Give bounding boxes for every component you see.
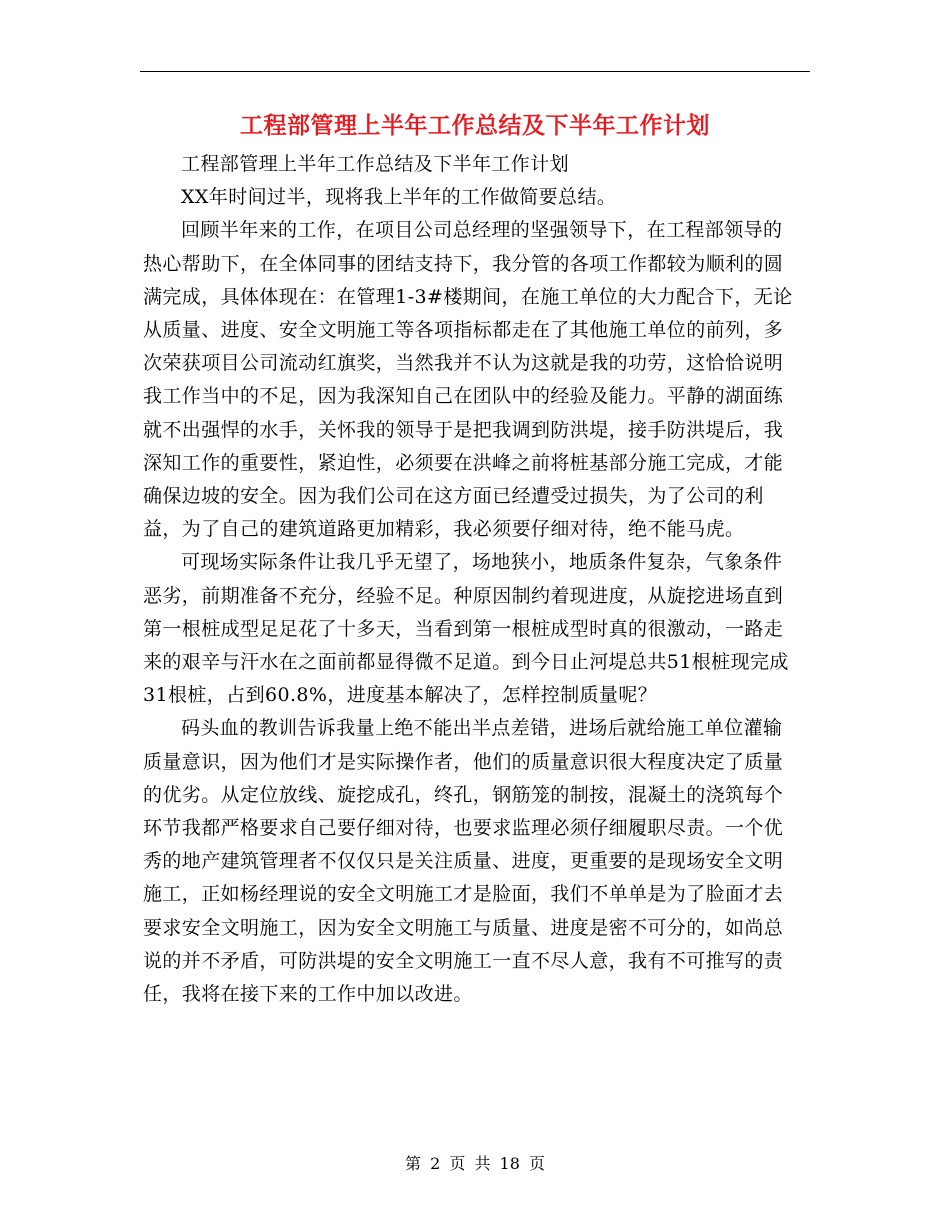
header-rule bbox=[140, 71, 810, 72]
page-number-footer: 第 2 页 共 18 页 bbox=[405, 1154, 545, 1173]
body-paragraph: 工程部管理上半年工作总结及下半年工作计划 bbox=[181, 153, 570, 175]
document-title: 工程部管理上半年工作总结及下半年工作计划 bbox=[240, 112, 710, 139]
body-paragraph: 可现场实际条件让我几乎无望了，场地狭小，地质条件复杂，气象条件恶劣，前期准备不充分，经验不足。种原因制约着现进度，从旋挖进场直到第一根桩成型足足花了十多天，当看到第一根桩成型时真的很激动，一路走来的艰辛与汗水在之面前都显得微不足道。到今日止河堤总共51根桩现完成31根桩，占到60.8%，进度基本解决了，怎样控制质量呢？ bbox=[143, 551, 789, 707]
document-body bbox=[143, 148, 798, 1011]
body-paragraph: 码头血的教训告诉我量上绝不能出半点差错，进场后就给施工单位灌输质量意识，因为他们才是实际操作者，他们的质量意识很大程度决定了质量的优劣。从定位放线、旋挖成孔，终孔，钢筋笼的制按，混凝土的浇筑每个环节我都严格要求自己要仔细对待，也要求监理必须仔细履职尽责。一个优秀的地产建筑管理者不仅仅只是关注质量、进度，更重要的是现场安全文明施工，正如杨经理说的安全文明施工才是脸面，我们不单单是为了脸面才去要求安全文明施工，因为安全文明施工与质量、进度是密不可分的，如尚总说的并不矛盾，可防洪堤的安全文明施工一直不尽人意，我有不可推写的责任，我将在接下来的工作中加以改进。 bbox=[143, 717, 784, 1006]
body-paragraph: XX年时间过半，现将我上半年的工作做简要总结。 bbox=[181, 186, 617, 209]
body-paragraph: 回顾半年来的工作，在项目公司总经理的坚强领导下，在工程部领导的热心帮助下，在全体同事的团结支持下，我分管的各项工作都较为顺利的圆满完成，具体体现在：在管理1-3#楼期间，在施工单位的大力配合下，无论从质量、进度、安全文明施工等各项指标都走在了其他施工单位的前列，多次荣获项目公司流动红旗奖，当然我并不认为这就是我的功劳，这恰恰说明我工作当中的不足，因为我深知自己在团队中的经验及能力。平静的湖面练就不出强悍的水手，关怀我的领导于是把我调到防洪堤，接手防洪堤后，我深知工作的重要性，紧迫性，必须要在洪峰之前将桩基部分施工完成，才能确保边坡的安全。因为我们公司在这方面已经遭受过损失，为了公司的利益，为了自己的建筑道路更加精彩，我必须要仔细对待，绝不能马虎。 bbox=[143, 219, 793, 541]
